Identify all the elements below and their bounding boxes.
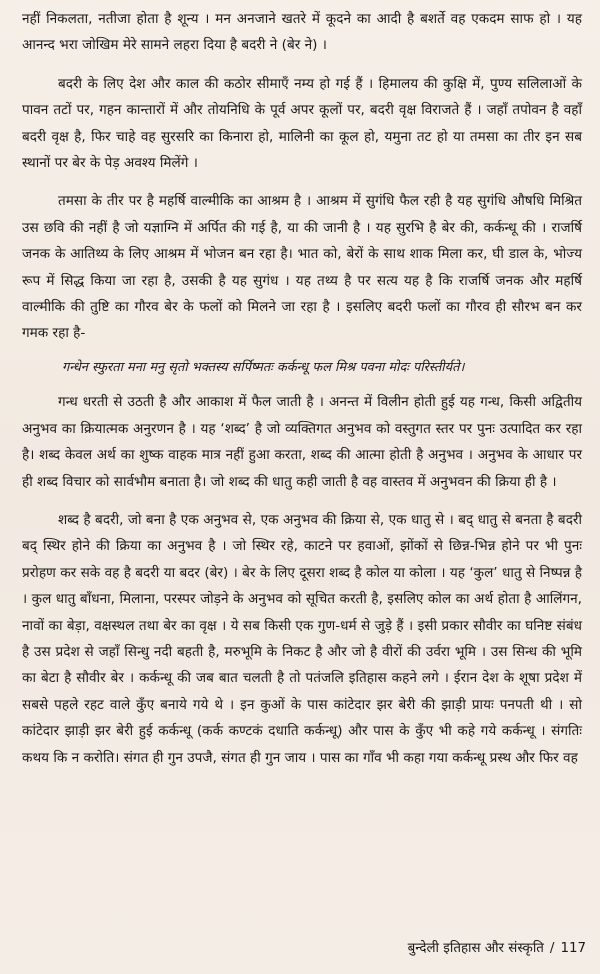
footer-separator: / xyxy=(549,941,555,956)
sanskrit-verse: गन्धेन स्फुरता मना मनु सृतो भक्तस्य सर्पिष्मतः कर्कन्धू फल मिश्र पवना मोदः परिस्तीर्यते। xyxy=(62,359,465,375)
page-footer xyxy=(340,938,586,956)
paragraph-tamasa: तमसा के तीर पर है महर्षि वाल्मीकि का आश्रम है । आश्रम में सुगंधि फैल रही है यह सुगंधि औषधि मिश्रित उस छवि की नहीं है जो यज्ञाग्नि में अर्पित की गई है, या की जानी है । यह सुरभि है बेर की, कर्कन्धू की । राजर्षि जनक के आतिथ्य के लिए आश्रम में भोजन बन रहा है। भात को, बेरों के साथ शाक मिला कर, घी डाल के, भोज्य रूप में सिद्ध किया जा रहा है, उसकी है यह सुगंध । यह तथ्य है पर सत्य यह है कि राजर्षि जनक और महर्षि वाल्मीकि की तुष्टि का गौरव बेर के फलों को मिलने जा रहा है । इसलिए बदरी फलों का गौरव ही सौरभ बन कर गमक रहा है- xyxy=(22,193,582,342)
paragraph-continuation: नहीं निकलता, नतीजा होता है शून्य । मन अनजाने खतरे में कूदने का आदी है बशर्ते वह एकदम साफ हो । यह आनन्द भरा जोखिम मेरे सामने लहरा दिया है बदरी ने (बेर ने) । xyxy=(22,11,582,54)
book-title: बुन्देली इतिहास और संस्कृति xyxy=(407,941,544,956)
paragraph-badari: बदरी के लिए देश और काल की कठोर सीमाएँ नम्य हो गई हैं । हिमालय की कुक्षि में, पुण्य सलिलाओं के पावन तटों पर, गहन कान्तारों में और तोयनिधि के पूर्व अपर कूलों पर, बदरी वृक्ष विराजते हैं । जहाँ तपोवन है वहाँ बदरी वृक्ष है, फिर चाहे वह सुरसरि का किनारा हो, मालिनी का कूल हो, यमुना तट हो या तमसा का तीर इन सब स्थानों पर बेर के पेड़ अवश्य मिलेंगे । xyxy=(22,75,582,172)
paragraph-gandh: गन्ध धरती से उठती है और आकाश में फैल जाती है । अनन्त में विलीन होती हुई यह गन्ध, किसी अद्वितीय अनुभव का क्रियात्मक अनुरणन है । यह ‘शब्द’ है जो व्यक्तिगत अनुभव को वस्तुगत स्तर पर पुनः उत्पादित कर रहा है। शब्द केवल अर्थ का शुष्क वाहक मात्र नहीं हुआ करता, शब्द की आत्मा होती है अनुभव । अनुभव के आधार पर ही शब्द विचार को सार्वभौम बनाता है। जो शब्द की धातु कही जाती है वह वास्तव में अनुभवन की क्रिया ही है । xyxy=(22,394,583,490)
page-number: 117 xyxy=(560,941,586,956)
paragraph-shabd: शब्द है बदरी, जो बना है एक अनुभव से, एक अनुभव की क्रिया से, एक धातु से । बद् धातु से बनता है बदरी बद् स्थिर होने की क्रिया का अनुभव है । जो स्थिर रहे, काटने पर हवाओं, झोंकों से छिन्न-भिन्न होने पर भी पुनः प्ररोहण कर सके वह है बदरी या बदर (बेर) । बेर के लिए दूसरा शब्द है कोल या कोला । यह ‘कुल’ धातु से निष्पन्न है । कुल धातु बाँधना, मिलाना, परस्पर जोड़ने के अनुभव को सूचित करती है, इसलिए कोल का अर्थ होता है आलिंगन, नावों का बेड़ा, वक्षस्थल तथा बेर का वृक्ष । ये सब किसी एक गुण-धर्म से जुड़े हैं । इसी प्रकार सौवीर का घनिष्ट संबंध है उस प्रदेश से जहाँ सिन्धु नदी बहती है, मरुभूमि के निकट है और जो है वीरों की उर्वरा भूमि । उस सिन्ध की भूमि का बेटा है सौवीर बेर । कर्कन्धू की जब बात चलती है तो पतंजलि इतिहास कहने लगे । ईरान देश के शूषा प्रदेश में सबसे पहले रहट वाले कुँए बनाये गये थे । इन कुओं के पास कांटेदार झर बेरी की झाड़ी प्रायः पनपती थी । सो कांटेदार झाड़ी झर बेरी हुई कर्कन्धू (कर्क कण्टकं दधाति कर्कन्धू) और पास के कुँए भी कहे गये कर्कन्धू । संगतिः कथय कि न करोति। संगत ही गुन उपजै, संगत ही गुन जाय । पास का गाँव भी कहा गया कर्कन्धू प्रस्थ और फिर वह xyxy=(22,511,582,766)
page-body xyxy=(22,6,582,771)
